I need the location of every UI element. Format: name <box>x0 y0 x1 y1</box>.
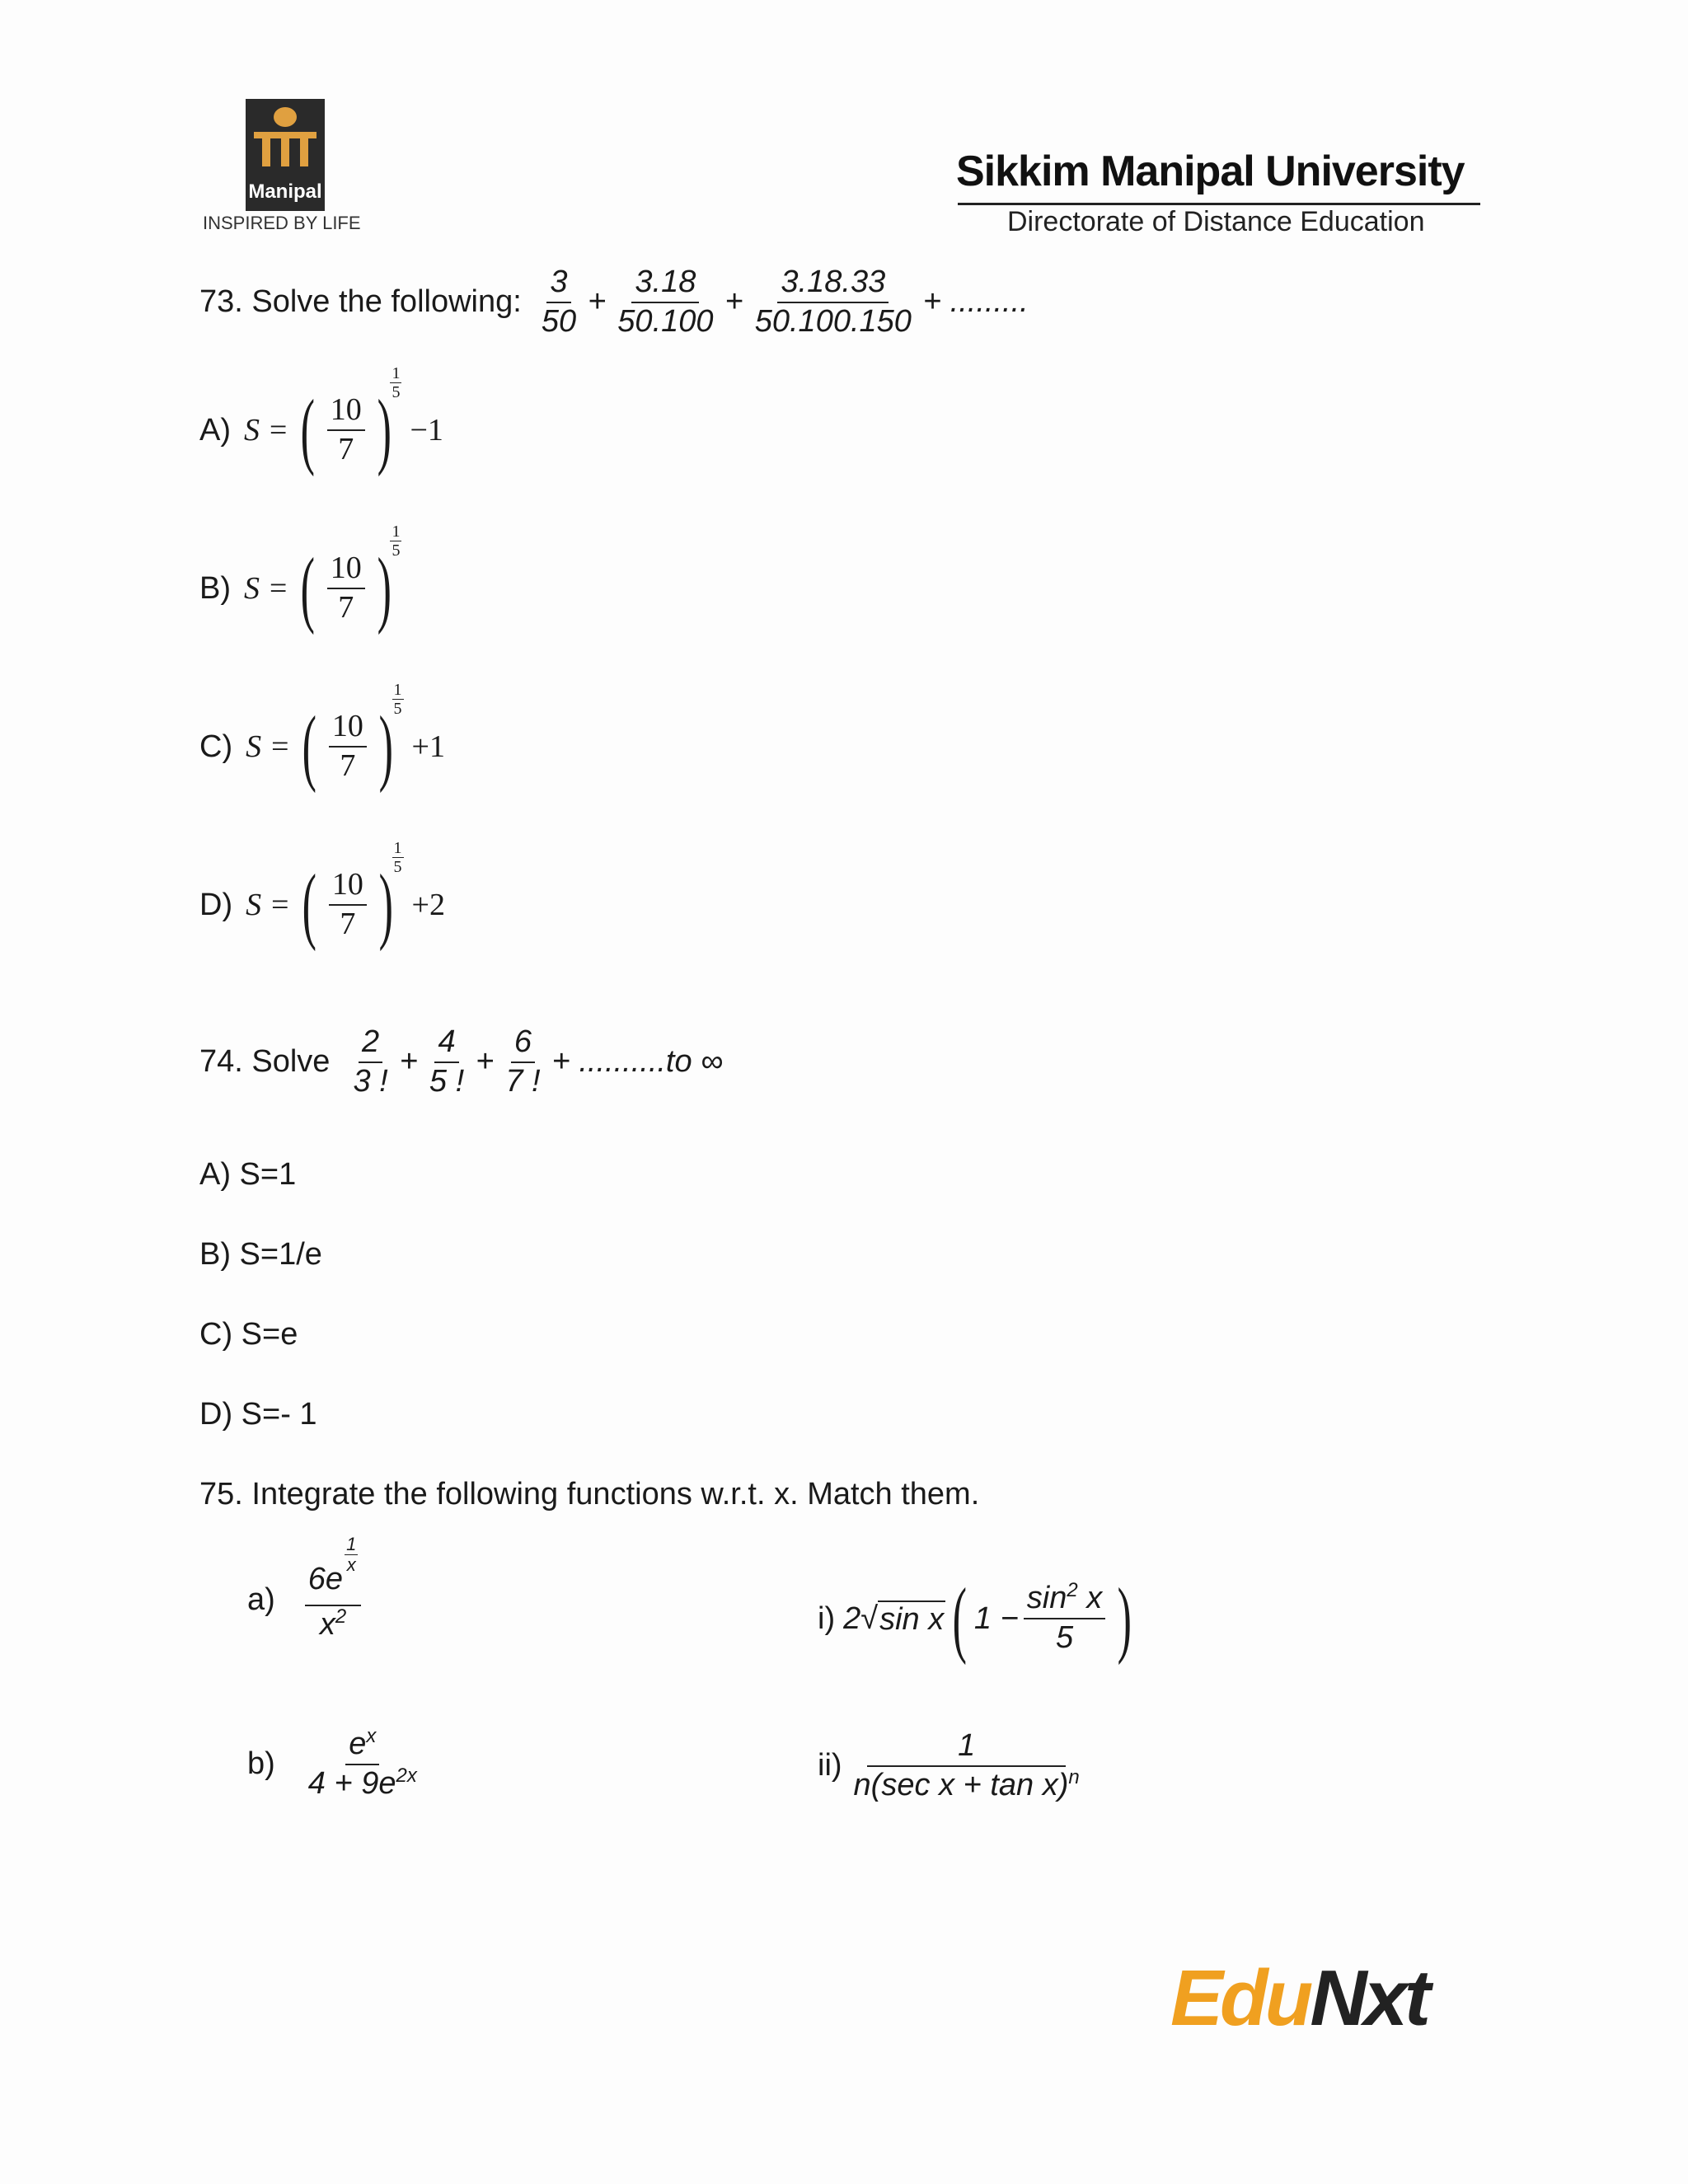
edunext-logo: EduNxt <box>1170 1954 1428 2042</box>
q74-option-b: B) S=1/e <box>199 1237 322 1272</box>
q73-option-b: B) S = ( $\frac{10}{7}$ ) $\frac{1}{5}$ <box>199 522 401 635</box>
directorate: Directorate of Distance Education <box>1007 206 1425 237</box>
q74-prompt: 74. Solve <box>199 1044 331 1080</box>
header-rule <box>958 203 1480 205</box>
q73-option-d: D) S = ( $\frac{10}{7}$ ) $\frac{1}{5}$ +2 <box>199 838 445 952</box>
q74-option-d: D) S=- 1 <box>199 1397 317 1432</box>
manipal-emblem-icon <box>246 99 325 178</box>
q75-item-ii: ii) $\frac{1}{n(\sec x + \tan x)^n}$ <box>818 1728 1080 1802</box>
q74-option-a: A) S=1 <box>199 1157 297 1192</box>
q74-series: $\frac{2}{3 !}$ + $\frac{4}{5 !}$ + $\frac{6}{7 !}$ + ..........to ∞ <box>353 1024 724 1099</box>
q73-series: $\frac{3}{50}$ + $\frac{3.18}{50.100}$ + $\frac{3.18.33}{50.100.150}$ + ......... <box>541 265 1029 339</box>
logo-text: Manipal <box>248 180 322 203</box>
q75-item-a: a) 6e $\frac{1}{x}$ $x^2$ <box>247 1558 366 1643</box>
q74-option-c: C) S=e <box>199 1317 298 1352</box>
question-73 <box>199 265 1032 340</box>
question-74 <box>199 1025 726 1099</box>
question-75: 75. Integrate the following functions w.r.t. x. Match them. <box>199 1477 980 1511</box>
q75-item-b: b) $\frac{e^x}{4 + 9e^{2x}}$ <box>247 1725 417 1801</box>
q73-option-a: A) S = ( $\frac{10}{7}$ ) $\frac{1}{5}$ −1 <box>199 363 443 477</box>
manipal-logo <box>246 99 325 211</box>
q73-prompt: 73. Solve the following: <box>199 284 522 320</box>
q73-option-c: C) S = ( $\frac{10}{7}$ ) $\frac{1}{5}$ +1 <box>199 680 445 794</box>
tagline: INSPIRED BY LIFE <box>203 213 361 233</box>
q75-item-i: i) 2 √ sin x ( 1 − $\frac{\sin^2 x}{5}$ ) <box>818 1571 1132 1666</box>
university-name: Sikkim Manipal University <box>956 148 1465 195</box>
